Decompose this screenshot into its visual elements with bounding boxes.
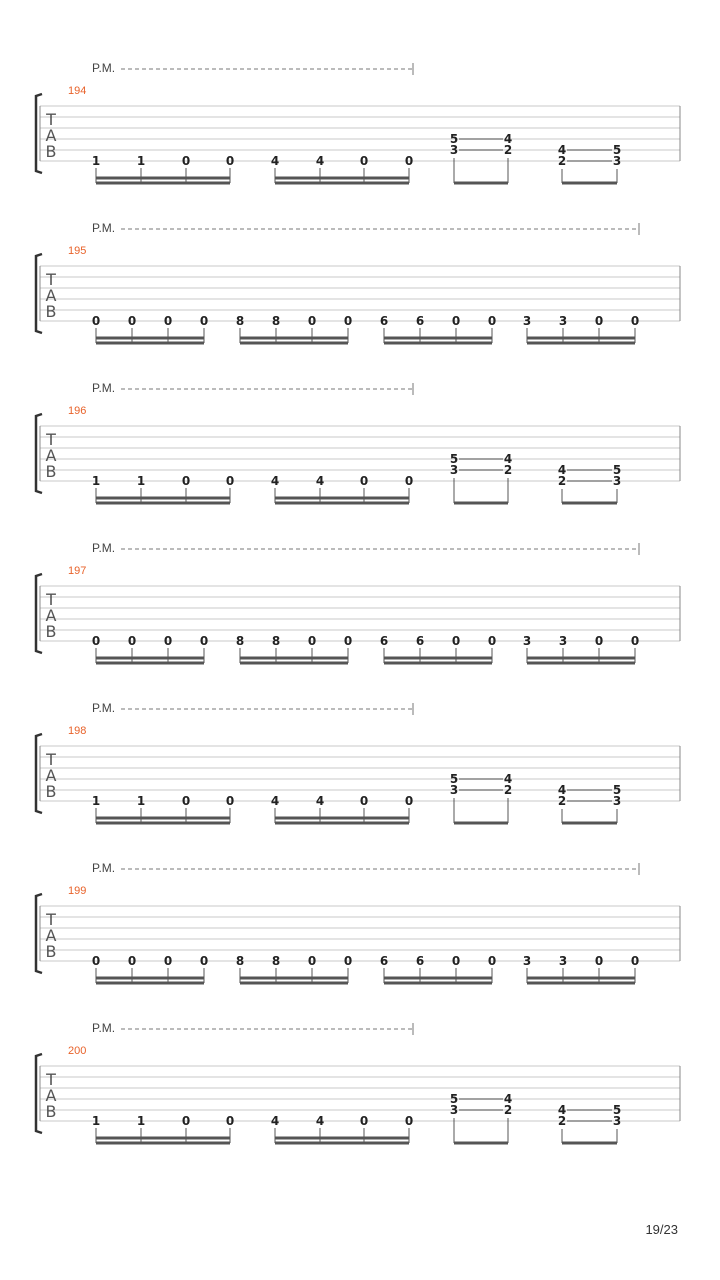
beam — [562, 182, 617, 185]
measure-number: 195 — [68, 245, 87, 257]
beam — [275, 182, 409, 185]
palm-mute-label: P.M. — [92, 381, 116, 395]
beam — [384, 657, 492, 660]
tab-clef-letter: A — [45, 766, 57, 785]
beam — [454, 502, 508, 505]
fret-number: 0 — [225, 794, 235, 808]
fret-number: 0 — [594, 314, 604, 328]
fret-number: 0 — [225, 154, 235, 168]
tab-clef-letter: B — [45, 782, 57, 801]
fret-number: 3 — [449, 783, 459, 797]
fret-number: 2 — [557, 1114, 567, 1128]
fret-number: 1 — [136, 794, 146, 808]
beam — [275, 1137, 409, 1140]
beam — [562, 1142, 617, 1145]
fret-number: 0 — [343, 954, 353, 968]
beam — [96, 817, 230, 820]
measure-number: 194 — [68, 85, 87, 97]
fret-number: 5 — [612, 783, 622, 797]
tab-clef-letter: T — [46, 910, 56, 929]
fret-number: 0 — [91, 314, 101, 328]
beam — [454, 182, 508, 185]
tab-system — [36, 61, 680, 185]
fret-number: 3 — [612, 1114, 622, 1128]
fret-number: 2 — [557, 794, 567, 808]
fret-number: 6 — [379, 634, 389, 648]
fret-number: 1 — [91, 794, 101, 808]
fret-number: 4 — [557, 143, 567, 157]
fret-number: 0 — [487, 634, 497, 648]
fret-number: 3 — [449, 463, 459, 477]
fret-number: 2 — [503, 783, 513, 797]
measure-number: 199 — [68, 885, 87, 897]
beam — [384, 982, 492, 985]
fret-number: 6 — [379, 314, 389, 328]
measure-number: 196 — [68, 405, 87, 417]
fret-number: 8 — [271, 634, 281, 648]
fret-number: 1 — [136, 1114, 146, 1128]
beam — [527, 982, 635, 985]
fret-number: 8 — [235, 954, 245, 968]
tab-system — [36, 541, 680, 665]
fret-number: 0 — [225, 474, 235, 488]
tab-clef-letter: B — [45, 462, 57, 481]
tab-clef-letter: B — [45, 1102, 57, 1121]
measure-number: 200 — [68, 1045, 87, 1057]
fret-number: 0 — [630, 634, 640, 648]
fret-number: 3 — [558, 634, 568, 648]
tab-clef-letter: A — [45, 1086, 57, 1105]
beam — [384, 337, 492, 340]
palm-mute-label: P.M. — [92, 701, 116, 715]
fret-number: 0 — [163, 314, 173, 328]
fret-number: 0 — [181, 794, 191, 808]
fret-number: 0 — [404, 154, 414, 168]
fret-number: 0 — [451, 314, 461, 328]
palm-mute-label: P.M. — [92, 1021, 116, 1035]
beam — [384, 662, 492, 665]
tab-clef-letter: T — [46, 270, 56, 289]
fret-number: 8 — [235, 634, 245, 648]
fret-number: 4 — [557, 783, 567, 797]
tab-system — [36, 381, 680, 505]
tab-clef-letter: T — [46, 590, 56, 609]
tab-system — [36, 1021, 680, 1145]
tab-clef-letter: A — [45, 446, 57, 465]
tab-system — [36, 861, 680, 985]
fret-number: 0 — [307, 954, 317, 968]
fret-number: 4 — [557, 463, 567, 477]
measure-number: 197 — [68, 565, 87, 577]
fret-number: 0 — [127, 314, 137, 328]
fret-number: 4 — [503, 772, 513, 786]
beam — [96, 497, 230, 500]
beam — [454, 1142, 508, 1145]
fret-number: 0 — [487, 954, 497, 968]
fret-number: 5 — [449, 132, 459, 146]
tab-clef-letter: B — [45, 302, 57, 321]
tab-clef-letter: A — [45, 606, 57, 625]
fret-number: 4 — [557, 1103, 567, 1117]
fret-number: 4 — [315, 154, 325, 168]
fret-number: 4 — [503, 1092, 513, 1106]
fret-number: 4 — [315, 474, 325, 488]
fret-number: 0 — [91, 954, 101, 968]
beam — [96, 977, 204, 980]
fret-number: 1 — [91, 1114, 101, 1128]
beam — [96, 182, 230, 185]
fret-number: 4 — [503, 452, 513, 466]
beam — [96, 1142, 230, 1145]
fret-number: 4 — [315, 794, 325, 808]
beam — [275, 1142, 409, 1145]
fret-number: 0 — [343, 634, 353, 648]
fret-number: 0 — [359, 474, 369, 488]
fret-number: 2 — [503, 1103, 513, 1117]
beam — [527, 977, 635, 980]
fret-number: 0 — [199, 314, 209, 328]
beam — [96, 657, 204, 660]
palm-mute-label: P.M. — [92, 861, 116, 875]
beam — [275, 177, 409, 180]
fret-number: 0 — [359, 794, 369, 808]
beam — [96, 342, 204, 345]
fret-number: 4 — [270, 154, 280, 168]
tab-clef-letter: T — [46, 750, 56, 769]
fret-number: 0 — [359, 154, 369, 168]
fret-number: 3 — [612, 794, 622, 808]
fret-number: 0 — [307, 314, 317, 328]
fret-number: 1 — [136, 474, 146, 488]
fret-number: 0 — [225, 1114, 235, 1128]
fret-number: 0 — [181, 154, 191, 168]
beam — [96, 502, 230, 505]
fret-number: 0 — [404, 794, 414, 808]
fret-number: 0 — [163, 634, 173, 648]
fret-number: 0 — [630, 954, 640, 968]
beam — [527, 337, 635, 340]
fret-number: 4 — [270, 1114, 280, 1128]
fret-number: 0 — [404, 1114, 414, 1128]
fret-number: 0 — [307, 634, 317, 648]
fret-number: 5 — [449, 452, 459, 466]
fret-number: 0 — [451, 634, 461, 648]
fret-number: 3 — [522, 954, 532, 968]
fret-number: 4 — [315, 1114, 325, 1128]
fret-number: 0 — [343, 314, 353, 328]
beam — [275, 822, 409, 825]
fret-number: 2 — [503, 143, 513, 157]
beam — [96, 177, 230, 180]
tab-clef-letter: T — [46, 110, 56, 129]
fret-number: 0 — [359, 1114, 369, 1128]
beam — [454, 822, 508, 825]
fret-number: 0 — [487, 314, 497, 328]
fret-number: 6 — [379, 954, 389, 968]
beam — [96, 982, 204, 985]
fret-number: 3 — [522, 314, 532, 328]
fret-number: 8 — [271, 314, 281, 328]
beam — [240, 982, 348, 985]
tab-clef-letter: T — [46, 430, 56, 449]
tab-clef-letter: A — [45, 926, 57, 945]
fret-number: 5 — [612, 463, 622, 477]
beam — [562, 502, 617, 505]
palm-mute-label: P.M. — [92, 541, 116, 555]
fret-number: 0 — [404, 474, 414, 488]
tab-clef-letter: A — [45, 286, 57, 305]
palm-mute-label: P.M. — [92, 61, 116, 75]
fret-number: 0 — [451, 954, 461, 968]
fret-number: 0 — [594, 634, 604, 648]
fret-number: 2 — [557, 154, 567, 168]
fret-number: 4 — [503, 132, 513, 146]
fret-number: 0 — [127, 634, 137, 648]
fret-number: 0 — [127, 954, 137, 968]
fret-number: 4 — [270, 794, 280, 808]
beam — [384, 977, 492, 980]
beam — [96, 337, 204, 340]
fret-number: 8 — [235, 314, 245, 328]
fret-number: 3 — [522, 634, 532, 648]
beam — [96, 822, 230, 825]
tab-clef-letter: B — [45, 142, 57, 161]
fret-number: 3 — [558, 954, 568, 968]
fret-number: 0 — [594, 954, 604, 968]
fret-number: 3 — [449, 143, 459, 157]
beam — [240, 977, 348, 980]
beam — [275, 817, 409, 820]
fret-number: 5 — [612, 1103, 622, 1117]
beam — [240, 337, 348, 340]
beam — [96, 662, 204, 665]
fret-number: 0 — [199, 634, 209, 648]
beam — [275, 502, 409, 505]
palm-mute-label: P.M. — [92, 221, 116, 235]
beam — [527, 662, 635, 665]
fret-number: 0 — [630, 314, 640, 328]
tab-clef-letter: T — [46, 1070, 56, 1089]
fret-number: 5 — [449, 772, 459, 786]
fret-number: 1 — [91, 474, 101, 488]
beam — [275, 497, 409, 500]
beam — [527, 342, 635, 345]
fret-number: 6 — [415, 634, 425, 648]
tab-system — [36, 221, 680, 345]
fret-number: 6 — [415, 954, 425, 968]
fret-number: 1 — [91, 154, 101, 168]
fret-number: 5 — [449, 1092, 459, 1106]
fret-number: 8 — [271, 954, 281, 968]
fret-number: 6 — [415, 314, 425, 328]
beam — [527, 657, 635, 660]
fret-number: 0 — [181, 474, 191, 488]
fret-number: 4 — [270, 474, 280, 488]
beam — [562, 822, 617, 825]
page-number: 19/23 — [645, 1222, 678, 1237]
fret-number: 2 — [503, 463, 513, 477]
beam — [96, 1137, 230, 1140]
measure-number: 198 — [68, 725, 87, 737]
fret-number: 1 — [136, 154, 146, 168]
tab-clef-letter: A — [45, 126, 57, 145]
fret-number: 3 — [612, 154, 622, 168]
fret-number: 0 — [91, 634, 101, 648]
beam — [240, 662, 348, 665]
fret-number: 5 — [612, 143, 622, 157]
fret-number: 0 — [199, 954, 209, 968]
fret-number: 2 — [557, 474, 567, 488]
fret-number: 3 — [449, 1103, 459, 1117]
fret-number: 0 — [181, 1114, 191, 1128]
fret-number: 3 — [612, 474, 622, 488]
beam — [240, 657, 348, 660]
tab-clef-letter: B — [45, 942, 57, 961]
beam — [240, 342, 348, 345]
tab-system — [36, 701, 680, 825]
fret-number: 0 — [163, 954, 173, 968]
tab-clef-letter: B — [45, 622, 57, 641]
beam — [384, 342, 492, 345]
fret-number: 3 — [558, 314, 568, 328]
